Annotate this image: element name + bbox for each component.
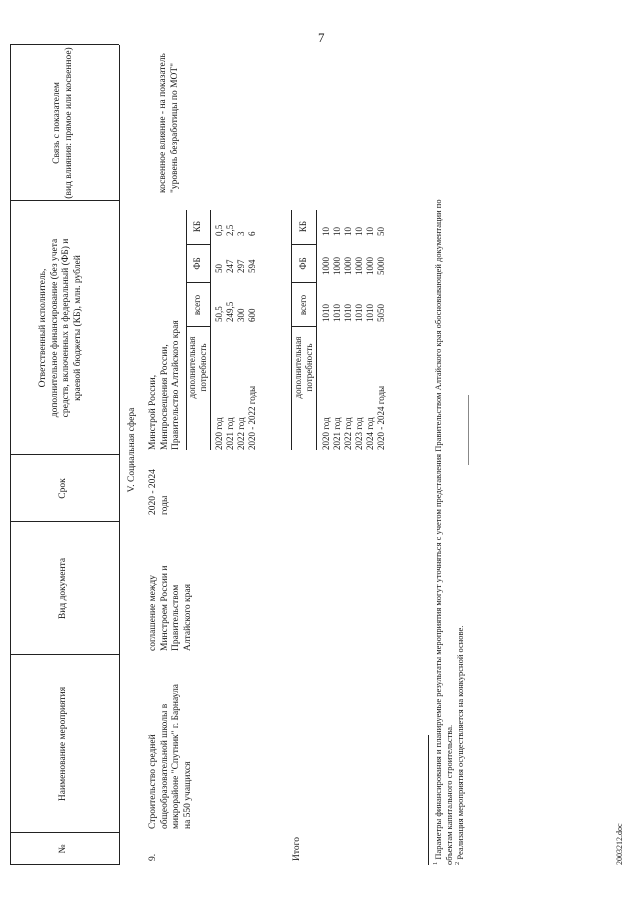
header-executor-line: краевой бюджеты (КБ), млн. рублей	[72, 255, 83, 401]
subtable-col-total: всего	[298, 294, 308, 316]
year-cell: 2020 год	[214, 417, 224, 450]
year-cell: 2024 год	[365, 417, 375, 450]
footnote-2	[455, 45, 466, 865]
year-cell: 2022 год	[236, 417, 246, 450]
row-name-line: общеобразовательной школы в	[159, 703, 170, 829]
subtable-col-kb: КБ	[192, 220, 202, 233]
kb-cell: 6	[247, 231, 257, 236]
col-need-line: потребность	[197, 343, 208, 392]
subtable-divider	[186, 244, 210, 245]
footnote-rule	[428, 735, 429, 865]
subtable-col-kb: КБ	[298, 220, 308, 233]
row-doc-line: Минстроем России и	[159, 565, 170, 651]
total-cell: 600	[247, 308, 257, 322]
total-cell: 1010	[365, 304, 375, 322]
row-executor-line: Правительство Алтайского края	[171, 320, 181, 450]
row-number: 9.	[148, 853, 158, 861]
row-term-line: 2020 - 2024	[148, 469, 158, 515]
fb-cell: 1000	[365, 257, 375, 275]
fb-cell: 50	[214, 264, 224, 273]
subtable-divider	[291, 282, 316, 283]
row-term	[148, 455, 171, 515]
row-link-line: "уровень безработицы по МОТ"	[169, 62, 180, 193]
fb-cell: 1000	[354, 257, 364, 275]
footnote-text: объектам капитального строительства.	[444, 724, 454, 865]
kb-cell: 10	[321, 227, 331, 236]
separator-line	[468, 395, 469, 465]
subtable-col-need	[187, 330, 208, 405]
header-term: Срок	[58, 478, 68, 499]
header-executor-line: Ответственный исполнитель,	[38, 268, 48, 388]
row-executor-line: Минстрой России,	[148, 374, 158, 450]
subtable-col-fb: ФБ	[192, 257, 202, 270]
footnote-1-continued	[444, 45, 455, 865]
subtable-border	[316, 210, 317, 450]
subtable-divider	[186, 326, 210, 327]
fb-cell: 247	[225, 259, 235, 273]
total-cell: 300	[236, 308, 246, 322]
total-cell: 1010	[354, 304, 364, 322]
total-cell: 50,5	[214, 306, 224, 322]
table-top-border	[10, 45, 11, 865]
year-cell: 2021 год	[225, 417, 235, 450]
col-need-line: дополнительная	[293, 336, 303, 399]
subtable-divider	[291, 244, 316, 245]
total-cell: 5050	[376, 304, 386, 322]
year-cell: 2020 - 2022 годы	[247, 385, 257, 450]
header-executor-line: дополнительное финансирование (без учета	[49, 238, 60, 418]
row-name-line: микрорайоне "Спутник" г. Барнаула	[171, 683, 181, 829]
header-indicator-link	[52, 45, 75, 201]
header-bottom-border	[119, 45, 120, 865]
kb-cell: 10	[343, 227, 353, 236]
header-executor-line: средств, включенных в федеральный (ФБ) и	[61, 238, 71, 418]
footnote-1	[433, 45, 444, 865]
subtable-border	[291, 210, 292, 450]
year-cell: 2020 год	[321, 417, 331, 450]
subtable-col-fb: ФБ	[298, 257, 308, 270]
row-executor-line: Минпросвещения России,	[159, 344, 170, 450]
header-executor	[38, 201, 84, 455]
row-doc-line: соглашение между	[148, 574, 158, 651]
kb-cell: 10	[332, 227, 342, 236]
footnote-text: Параметры финансирования и планируемые результаты мероприятия могут уточняться с учетом представления Правительством Алтайского края обосновывающей документации по	[433, 199, 443, 860]
col-need-line: дополнительная	[187, 336, 197, 399]
year-cell: 2021 год	[332, 417, 342, 450]
col-need-line: потребность	[303, 343, 314, 392]
row-name-line: Строительство средней	[148, 734, 158, 829]
footnote-mark: 2	[454, 861, 462, 865]
kb-cell: 2,5	[225, 224, 235, 236]
row-name-line: на 550 учащихся	[182, 761, 193, 829]
row-doc-line: Алтайского края	[182, 583, 193, 651]
kb-cell: 0,5	[214, 224, 224, 236]
subtable-border	[210, 210, 211, 450]
fb-cell: 297	[236, 259, 246, 273]
header-link-line: Связь с показателем	[52, 82, 62, 164]
fb-cell: 5000	[376, 257, 386, 275]
row-indicator-link	[158, 3, 181, 193]
total-cell: 1010	[343, 304, 353, 322]
fb-cell: 1000	[321, 257, 331, 275]
kb-cell: 50	[376, 227, 386, 236]
header-doc-type: Вид документа	[58, 557, 68, 620]
year-cell: 2022 год	[343, 417, 353, 450]
total-cell: 1010	[332, 304, 342, 322]
year-cell: 2023 год	[354, 417, 364, 450]
row-name	[148, 654, 194, 829]
row-doc-type	[148, 523, 194, 651]
subtable-col-need	[293, 330, 314, 405]
page-number: 7	[318, 30, 325, 45]
fb-cell: 1000	[343, 257, 353, 275]
footnote-mark: 1	[432, 861, 440, 865]
kb-cell: 10	[354, 227, 364, 236]
row-executor	[148, 200, 183, 450]
kb-cell: 10	[365, 227, 375, 236]
subtable-divider	[186, 282, 210, 283]
row-term-line: годы	[159, 495, 170, 515]
kb-cell: 3	[236, 231, 246, 236]
section-title: V. Социальная сфера	[127, 407, 137, 493]
document-code: 2003212.doc	[615, 823, 624, 865]
fb-cell: 1000	[332, 257, 342, 275]
row-link-line: косвенное влияние - на показатель	[158, 53, 168, 193]
total-cell: 249,5	[225, 301, 235, 322]
total-cell: 1010	[321, 304, 331, 322]
header-name: Наименование мероприятия	[58, 686, 68, 802]
header-link-line: (вид влияния: прямое или косвенное)	[63, 47, 74, 199]
subtable-divider	[291, 326, 316, 327]
header-number: №	[58, 844, 68, 854]
fb-cell: 594	[247, 259, 257, 273]
subtable-col-total: всего	[192, 294, 202, 316]
footnote-text: Реализация мероприятия осуществляется на конкурсной основе.	[455, 625, 465, 860]
total-label: Итого	[292, 836, 302, 861]
row-doc-line: Правительством	[171, 584, 181, 651]
year-cell: 2020 - 2024 годы	[376, 385, 386, 450]
